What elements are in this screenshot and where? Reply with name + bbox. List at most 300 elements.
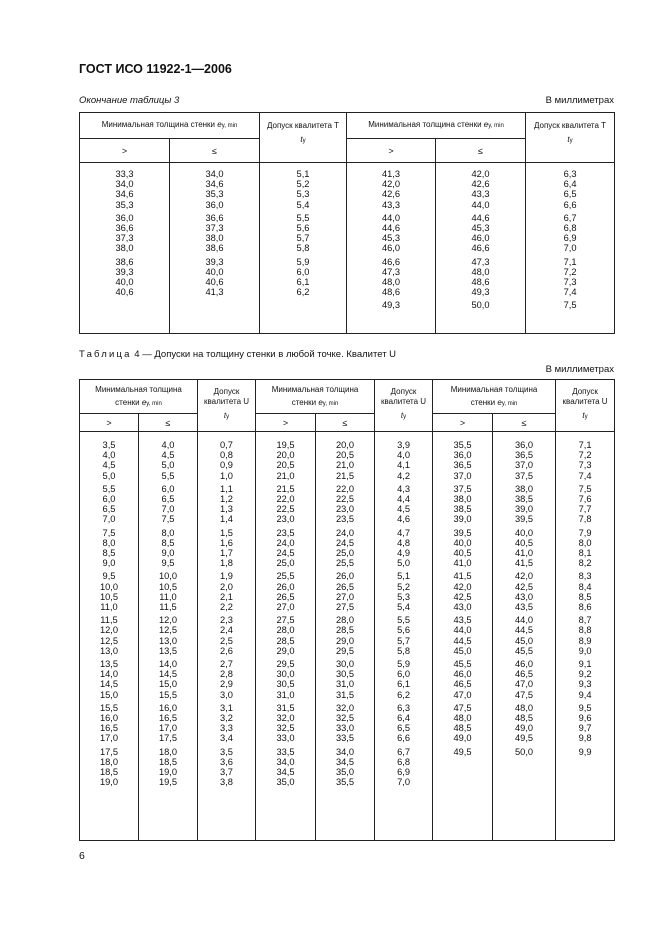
table-cell-value: 4,5 — [102, 460, 116, 471]
t3-le-left: ≤ — [170, 139, 260, 163]
t4-min-sub-3: y, min — [501, 400, 518, 407]
table-cell-value: 1,5 — [220, 527, 233, 538]
table-cell-value: 7,2 — [578, 450, 592, 461]
t4-tol-header-2 — [375, 380, 433, 432]
table-cell-value: 46,6 — [381, 256, 401, 267]
table-cell-value: 0,7 — [220, 440, 233, 450]
table-cell-value: 40,6 — [205, 277, 224, 288]
t3-col-left-tol — [260, 163, 347, 334]
table-cell-value: 8,6 — [578, 602, 592, 613]
table-cell-value: 16,0 — [158, 702, 178, 713]
table-cell-value: 1,2 — [220, 494, 233, 505]
table-cell-value: 37,0 — [453, 470, 472, 481]
t3-tol-sym-left: t — [300, 135, 303, 144]
table-cell-value: 6,8 — [563, 223, 577, 234]
table-cell-value: 2,2 — [220, 602, 233, 613]
table-cell-value: 34,0 — [115, 179, 134, 190]
table-cell-value: 17,5 — [99, 746, 119, 757]
table-cell-value: 4,7 — [397, 527, 410, 538]
table-cell-value: 13,0 — [99, 645, 119, 656]
table-cell-value: 15,5 — [158, 689, 178, 700]
table-cell-value: 7,3 — [578, 460, 592, 471]
table-cell-value: 25,5 — [335, 558, 355, 569]
t4-min-sym-1: e — [141, 397, 147, 407]
table-cell-value: 9,2 — [578, 669, 592, 680]
t4-tol-label-b-2: квалитета U — [381, 397, 427, 406]
t3-min-sub-right: y, min — [488, 123, 504, 129]
t4-min-label-b-1: стенки — [115, 397, 140, 407]
table-cell-value: 6,0 — [397, 669, 410, 680]
table-cell-value: 2,4 — [220, 625, 233, 636]
table-cell-value: 8,9 — [578, 635, 592, 646]
table-cell-value: 15,0 — [158, 679, 178, 690]
table-cell-value: 2,1 — [220, 591, 233, 602]
table-cell-value: 28,0 — [276, 625, 295, 636]
table-cell-value: 6,1 — [296, 277, 310, 288]
table-cell-value: 4,0 — [397, 450, 410, 461]
t4-col-1-gt — [80, 432, 139, 841]
table-cell-value: 24,0 — [276, 537, 295, 548]
t3-tol-label-right: Допуск квалитета T — [534, 121, 607, 130]
table-cell-value: 39,5 — [453, 527, 472, 538]
table-cell-value: 19,0 — [158, 767, 178, 778]
table-cell-value: 6,3 — [397, 702, 410, 713]
table-cell-value: 5,9 — [296, 256, 310, 267]
table-cell-value: 7,4 — [563, 287, 577, 298]
table-cell-value: 5,8 — [397, 645, 410, 656]
table-cell-value: 8,5 — [102, 548, 116, 559]
table-cell-value: 34,0 — [276, 756, 295, 767]
table-cell-value: 27,5 — [276, 615, 295, 626]
t4-le-2: ≤ — [316, 414, 375, 432]
table-cell-value: 1,8 — [220, 558, 233, 569]
table-cell-value: 40,0 — [453, 537, 472, 548]
table-cell-value: 4,5 — [397, 504, 410, 515]
table-cell-value: 4,4 — [397, 494, 410, 505]
table-cell-value: 44,5 — [514, 625, 534, 636]
t4-gt-1: > — [80, 414, 139, 432]
table-cell-value: 27,0 — [335, 591, 355, 602]
table-cell-value: 21,5 — [335, 470, 355, 481]
table-cell-value: 6,2 — [397, 689, 410, 700]
table-cell-value: 5,0 — [102, 470, 116, 481]
t4-tol-label-a-2: Допуск — [390, 387, 417, 396]
table-cell-value: 45,5 — [514, 645, 534, 656]
t4-tol-sub-2: y — [403, 414, 407, 420]
table-cell-value: 7,8 — [578, 514, 592, 525]
t3-min-sym-right: e — [483, 120, 489, 129]
table-cell-value: 9,5 — [102, 571, 116, 582]
table-cell-value: 24,0 — [335, 527, 355, 538]
t3-tol-sub-right: y — [569, 138, 573, 144]
table-cell-value: 45,0 — [453, 645, 472, 656]
table-cell-value: 46,0 — [453, 669, 472, 680]
table-cell-value: 18,5 — [99, 767, 119, 778]
table-cell-value: 4,1 — [397, 460, 410, 471]
table-cell-value: 30,5 — [335, 669, 355, 680]
table-cell-value: 6,2 — [296, 287, 310, 298]
t3-min-label-left: Минимальная толщина стенки — [101, 120, 216, 129]
table-cell-value: 10,5 — [158, 581, 178, 592]
t3-min-header-left — [80, 113, 260, 139]
table-cell-value: 17,0 — [158, 723, 178, 734]
table-cell-value: 12,0 — [158, 615, 178, 626]
table-cell-value: 35,5 — [335, 777, 355, 788]
table-cell-value: 44,0 — [514, 615, 534, 626]
table-cell-value: 49,3 — [381, 300, 401, 311]
table-cell-value: 39,3 — [205, 256, 224, 267]
table-cell-value: 5,7 — [296, 233, 310, 244]
table-cell-value: 13,5 — [158, 645, 178, 656]
table-cell-value: 50,0 — [471, 300, 490, 311]
table-cell-value: 6,9 — [563, 233, 577, 244]
table-cell-value: 9,9 — [578, 746, 592, 757]
table-cell-value: 38,5 — [453, 504, 472, 515]
table-cell-value: 19,5 — [276, 440, 295, 450]
table-cell-value: 32,5 — [276, 723, 295, 734]
table4-units: В миллиметрах — [545, 364, 614, 375]
table-cell-value: 7,0 — [102, 514, 116, 525]
table-cell-value: 45,3 — [381, 233, 401, 244]
table-cell-value: 16,0 — [99, 713, 119, 724]
t4-le-1: ≤ — [139, 414, 198, 432]
table-cell-value: 34,0 — [335, 746, 355, 757]
table-cell-value: 23,0 — [276, 514, 295, 525]
t3-gt-right: > — [347, 139, 436, 163]
table-cell-value: 7,9 — [578, 527, 592, 538]
table-cell-value: 40,0 — [514, 527, 534, 538]
table-cell-value: 43,5 — [514, 602, 534, 613]
table-cell-value: 36,5 — [514, 450, 534, 461]
table-cell-value: 36,0 — [453, 450, 472, 461]
document-header: ГОСТ ИСО 11922-1—2006 — [79, 62, 232, 76]
t3-min-label-right: Минимальная толщина стенки — [368, 120, 482, 129]
table-cell-value: 26,5 — [335, 581, 355, 592]
table-cell-value: 29,5 — [335, 645, 355, 656]
table-cell-value: 36,0 — [514, 440, 534, 450]
table4-label: Таблица — [79, 349, 132, 360]
table-cell-value: 1,4 — [220, 514, 233, 525]
table4-title — [79, 349, 396, 360]
t3-col-right-tol — [526, 163, 615, 334]
table-cell-value: 10,5 — [99, 591, 119, 602]
t3-min-sub-left: y, min — [221, 123, 238, 129]
table-cell-value: 1,6 — [220, 537, 233, 548]
table-cell-value: 43,3 — [471, 189, 490, 200]
table-cell-value: 5,0 — [161, 460, 175, 471]
table-cell-value: 42,5 — [453, 591, 472, 602]
table-cell-value: 26,0 — [276, 581, 295, 592]
table-cell-value: 8,0 — [161, 527, 175, 538]
table-cell-value: 8,7 — [578, 615, 592, 626]
table-cell-value: 28,0 — [335, 615, 355, 626]
table-cell-value: 7,1 — [578, 440, 592, 450]
table-cell-value: 5,6 — [397, 625, 410, 636]
table-cell-value: 3,5 — [220, 746, 233, 757]
table-cell-value: 44,6 — [471, 212, 490, 223]
table-cell-value: 4,5 — [161, 450, 175, 461]
table-cell-value: 41,3 — [205, 287, 224, 298]
table4-number: 4 — [134, 349, 140, 360]
table-cell-value: 30,5 — [276, 679, 295, 690]
table-cell-value: 3,5 — [102, 440, 116, 450]
table-cell-value: 5,4 — [397, 602, 410, 613]
table-cell-value: 2,7 — [220, 659, 233, 670]
t3-min-sym-left: e — [217, 120, 222, 129]
table-cell-value: 8,2 — [578, 558, 592, 569]
table-cell-value: 20,0 — [335, 440, 355, 450]
table-cell-value: 5,5 — [397, 615, 410, 626]
table-cell-value: 48,0 — [453, 713, 472, 724]
table-cell-value: 22,5 — [276, 504, 295, 515]
table-cell-value: 42,0 — [471, 169, 490, 179]
table-cell-value: 4,6 — [397, 514, 410, 525]
t4-min-label-a-1: Минимальная толщина — [95, 384, 182, 394]
table-cell-value: 23,5 — [335, 514, 355, 525]
table-cell-value: 22,0 — [276, 494, 295, 505]
table-cell-value: 7,4 — [578, 470, 592, 481]
table-cell-value: 6,7 — [563, 212, 577, 223]
table-cell-value: 47,3 — [381, 266, 401, 277]
table-cell-value: 40,6 — [115, 287, 134, 298]
table-cell-value: 48,6 — [381, 287, 401, 298]
table-cell-value: 3,8 — [220, 777, 233, 788]
table-cell-value: 6,8 — [397, 756, 410, 767]
table3-caption: Окончание таблицы 3 — [79, 95, 180, 106]
table-cell-value: 5,2 — [296, 179, 310, 190]
table-cell-value: 4,0 — [161, 440, 175, 450]
table-cell-value: 38,0 — [115, 243, 134, 254]
table-cell-value: 3,3 — [220, 723, 233, 734]
t4-col-2-tol — [375, 432, 433, 841]
table-cell-value: 13,0 — [158, 635, 178, 646]
table-cell-value: 5,2 — [397, 581, 410, 592]
table-cell-value: 33,5 — [335, 733, 355, 744]
table-cell-value: 21,5 — [276, 483, 295, 494]
t4-min-label-b-3: стенки — [470, 397, 496, 407]
table-cell-value: 20,0 — [276, 450, 295, 461]
table-cell-value: 28,5 — [276, 635, 295, 646]
t4-tol-sym-2: t — [400, 411, 404, 420]
table-cell-value: 7,5 — [563, 300, 577, 311]
table-cell-value: 6,3 — [563, 169, 577, 179]
table-cell-value: 36,0 — [115, 212, 134, 223]
table-cell-value: 43,0 — [514, 591, 534, 602]
table-cell-value: 29,0 — [276, 645, 295, 656]
table-cell-value: 2,0 — [220, 581, 233, 592]
table-cell-value: 9,0 — [102, 558, 116, 569]
table-cell-value: 2,8 — [220, 669, 233, 680]
table-cell-value: 35,3 — [205, 189, 224, 200]
table-cell-value: 41,0 — [514, 548, 534, 559]
table-cell-value: 8,4 — [578, 581, 592, 592]
table-cell-value: 5,8 — [296, 243, 310, 254]
table-cell-value: 15,0 — [99, 689, 119, 700]
table3-units: В миллиметрах — [545, 95, 614, 106]
table-cell-value: 38,0 — [514, 483, 534, 494]
table-cell-value: 9,1 — [578, 659, 592, 670]
table-cell-value: 41,0 — [453, 558, 472, 569]
table-cell-value: 20,5 — [276, 460, 295, 471]
table-cell-value: 11,0 — [159, 591, 177, 602]
table-cell-value: 7,0 — [161, 504, 175, 515]
table-cell-value: 8,3 — [578, 571, 592, 582]
table-cell-value: 46,6 — [471, 243, 490, 254]
table-cell-value: 45,0 — [514, 635, 534, 646]
table-cell-value: 33,0 — [276, 733, 295, 744]
table-cell-value: 31,0 — [335, 679, 355, 690]
table-cell-value: 44,0 — [471, 199, 490, 210]
t4-min-header-3 — [433, 380, 556, 414]
table-cell-value: 47,0 — [453, 689, 472, 700]
table-cell-value: 34,6 — [115, 189, 134, 200]
table-cell-value: 8,1 — [578, 548, 592, 559]
table-cell-value: 43,5 — [453, 615, 472, 626]
table-cell-value: 37,5 — [453, 483, 472, 494]
table-cell-value: 9,5 — [161, 558, 175, 569]
table-cell-value: 3,6 — [220, 756, 233, 767]
t4-col-1-le — [139, 432, 198, 841]
t4-min-sym-2: e — [318, 397, 323, 407]
table-cell-value: 7,0 — [397, 777, 410, 788]
table-cell-value: 12,5 — [158, 625, 178, 636]
t4-tol-sub-1: y — [226, 414, 230, 420]
table-cell-value: 47,5 — [453, 702, 472, 713]
table-cell-value: 1,0 — [220, 470, 233, 481]
t3-col-left-gt — [80, 163, 170, 334]
table-cell-value: 45,3 — [471, 223, 490, 234]
table-cell-value: 7,6 — [578, 494, 592, 505]
table-cell-value: 6,0 — [102, 494, 116, 505]
table-cell-value: 8,0 — [102, 537, 116, 548]
table-cell-value: 43,3 — [381, 199, 401, 210]
t3-tol-label-left: Допуск квалитета T — [266, 121, 340, 130]
table-cell-value: 6,9 — [397, 767, 410, 778]
table-cell-value: 36,6 — [205, 212, 224, 223]
table-cell-value: 6,4 — [397, 713, 410, 724]
table-cell-value: 39,5 — [514, 514, 534, 525]
table-cell-value: 14,5 — [99, 679, 119, 690]
table-cell-value: 49,0 — [453, 733, 472, 744]
t4-min-label-a-3: Минимальная толщина — [450, 384, 538, 394]
table-cell-value: 40,0 — [205, 266, 224, 277]
table-cell-value: 46,0 — [471, 233, 490, 244]
table-cell-value: 38,6 — [205, 243, 224, 254]
table-cell-value: 41,5 — [514, 558, 534, 569]
table-cell-value: 4,3 — [397, 483, 410, 494]
table-cell-value: 2,5 — [220, 635, 233, 646]
table-cell-value: 26,5 — [276, 591, 295, 602]
table-cell-value: 19,5 — [158, 777, 178, 788]
table-cell-value: 13,5 — [99, 659, 119, 670]
table-cell-value: 18,5 — [158, 756, 178, 767]
t4-min-header-1 — [80, 380, 198, 414]
table3 — [79, 112, 615, 334]
table-cell-value: 10,0 — [158, 571, 178, 582]
table-cell-value: 16,5 — [158, 713, 178, 724]
t4-col-2-gt — [256, 432, 316, 841]
table-cell-value: 31,5 — [276, 702, 295, 713]
table-cell-value: 44,5 — [453, 635, 472, 646]
table-cell-value: 3,1 — [220, 702, 233, 713]
table-cell-value: 47,3 — [471, 256, 490, 267]
table-cell-value: 5,9 — [397, 659, 410, 670]
table-cell-value: 3,9 — [397, 440, 410, 450]
t4-tol-label-a-1: Допуск — [213, 387, 240, 396]
table-cell-value: 26,0 — [335, 571, 355, 582]
table-cell-value: 16,5 — [99, 723, 119, 734]
table-cell-value: 33,5 — [276, 746, 295, 757]
table-cell-value: 0,8 — [220, 450, 233, 461]
table-cell-value: 12,0 — [99, 625, 119, 636]
t4-min-header-2 — [256, 380, 375, 414]
table-cell-value: 14,0 — [99, 669, 119, 680]
table-cell-value: 19,0 — [99, 777, 119, 788]
table-cell-value: 35,3 — [115, 199, 134, 210]
table-cell-value: 10,0 — [99, 581, 119, 592]
table-cell-value: 46,0 — [514, 659, 534, 670]
table-cell-value: 25,0 — [335, 548, 355, 559]
table-cell-value: 6,5 — [563, 189, 577, 200]
table-cell-value: 37,5 — [514, 470, 534, 481]
table-cell-value: 11,5 — [100, 615, 118, 626]
table-cell-value: 2,9 — [220, 679, 233, 690]
t3-le-right: ≤ — [436, 139, 526, 163]
table-cell-value: 5,6 — [296, 223, 310, 234]
t4-tol-header-1 — [198, 380, 256, 432]
table-cell-value: 5,1 — [296, 169, 310, 179]
table-cell-value: 5,5 — [102, 483, 116, 494]
table-cell-value: 6,6 — [397, 733, 410, 744]
table-cell-value: 30,0 — [335, 659, 355, 670]
table-cell-value: 50,0 — [514, 746, 534, 757]
table-cell-value: 41,3 — [381, 169, 401, 179]
table-cell-value: 4,2 — [397, 470, 410, 481]
table-cell-value: 25,0 — [276, 558, 295, 569]
t3-col-left-le — [170, 163, 260, 334]
table-cell-value: 6,5 — [397, 723, 410, 734]
table-cell-value: 9,0 — [161, 548, 175, 559]
t4-min-sub-2: y, min — [322, 400, 339, 407]
table-cell-value: 45,5 — [453, 659, 472, 670]
table-cell-value: 33,0 — [335, 723, 355, 734]
table-cell-value: 27,0 — [276, 602, 295, 613]
table-cell-value: 1,9 — [220, 571, 233, 582]
table-cell-value: 30,0 — [276, 669, 295, 680]
table-cell-value: 49,5 — [453, 746, 472, 757]
t4-col-3-gt — [433, 432, 493, 841]
table-cell-value: 40,5 — [453, 548, 472, 559]
table-cell-value: 21,0 — [276, 470, 295, 481]
table-cell-value: 17,5 — [158, 733, 178, 744]
table-cell-value: 38,6 — [115, 256, 134, 267]
table-cell-value: 3,4 — [220, 733, 233, 744]
table-cell-value: 5,4 — [296, 199, 310, 210]
table-cell-value: 5,3 — [296, 189, 310, 200]
table-cell-value: 48,0 — [514, 702, 534, 713]
table-cell-value: 18,0 — [99, 756, 119, 767]
table-cell-value: 5,5 — [296, 212, 310, 223]
table-cell-value: 48,0 — [471, 266, 490, 277]
t3-tol-header-left — [260, 113, 347, 163]
table-cell-value: 6,0 — [161, 483, 175, 494]
table-cell-value: 5,0 — [397, 558, 410, 569]
table-cell-value: 42,0 — [381, 179, 401, 190]
t4-col-1-tol — [198, 432, 256, 841]
table-cell-value: 8,0 — [578, 537, 592, 548]
table-cell-value: 8,8 — [578, 625, 592, 636]
table4-title-text: — Допуски на толщину стенки в любой точке. Квалитет U — [139, 349, 397, 360]
